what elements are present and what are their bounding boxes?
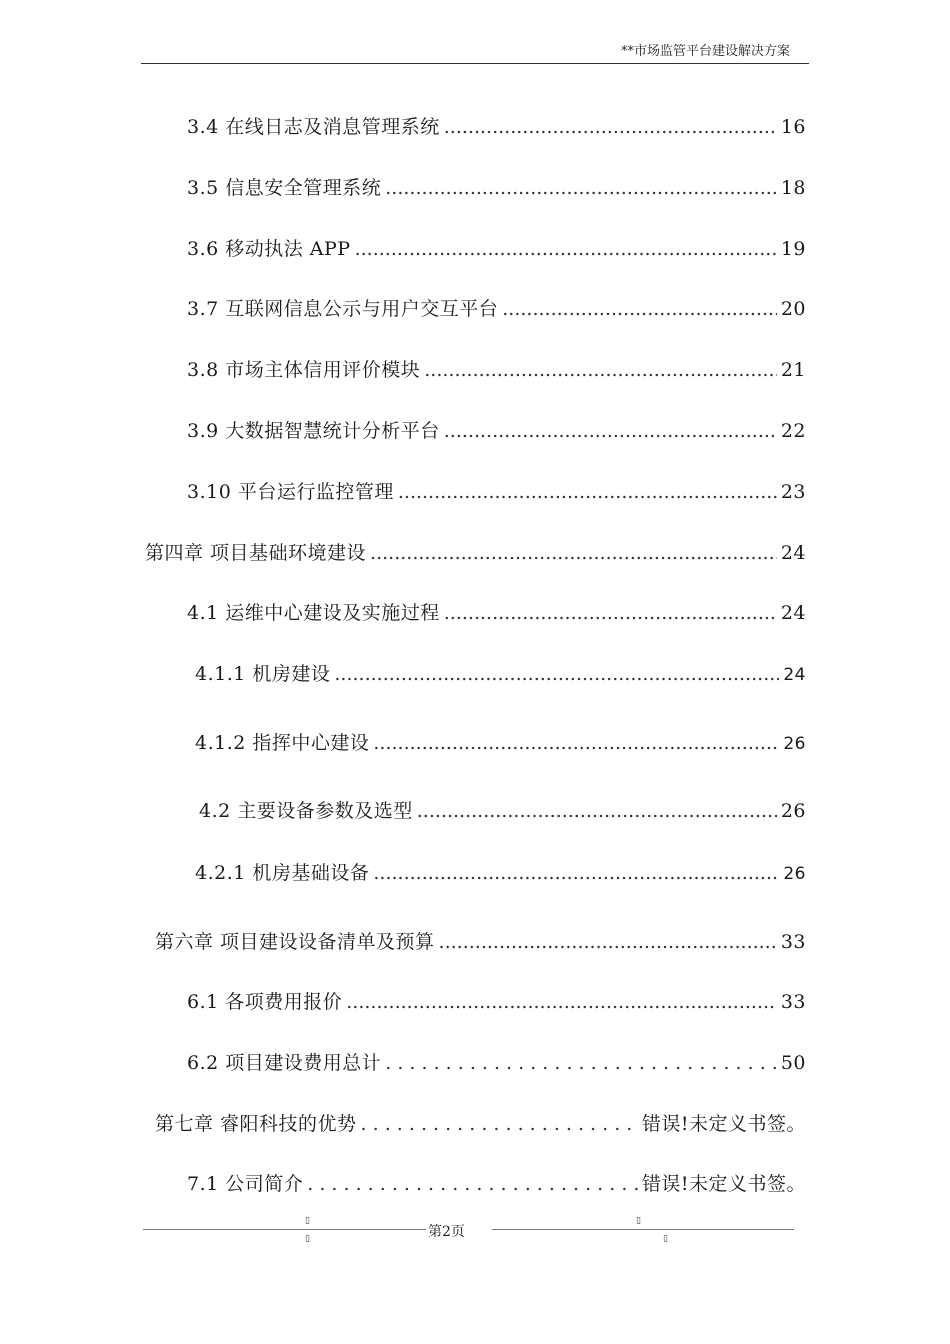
toc-entry-page: 19 [780, 238, 806, 260]
toc-entry[interactable] [187, 601, 806, 625]
toc-entry-label: 3.9 大数据智慧统计分析平台 [187, 420, 440, 442]
toc-leader-dots [424, 358, 777, 382]
toc-entry-page: 33 [780, 931, 806, 953]
toc-entry-label: 3.4 在线日志及消息管理系统 [187, 116, 440, 138]
toc-entry-label: 第六章 项目建设设备清单及预算 [155, 931, 435, 953]
toc-entry-label: 3.7 互联网信息公示与用户交互平台 [187, 298, 499, 320]
toc-leader-dots [444, 601, 777, 625]
toc-entry[interactable] [187, 176, 806, 200]
toc-entry-label: 6.2 项目建设费用总计 [187, 1052, 382, 1074]
toc-entry[interactable] [199, 799, 806, 823]
toc-entry-page: 24 [780, 602, 806, 624]
toc-leader-dots [346, 990, 777, 1014]
toc-entry-page: 26 [783, 864, 806, 884]
toc-entry-page: 21 [780, 359, 806, 381]
toc-leader-dots [417, 799, 777, 823]
toc-entry-label: 3.8 市场主体信用评价模块 [187, 359, 421, 381]
toc-entry[interactable] [187, 480, 806, 504]
toc-entry-label: 4.1.2 指挥中心建设 [195, 732, 370, 754]
toc-entry-page: 错误!未定义书签。 [641, 1173, 806, 1195]
toc-entry-label: 7.1 公司简介 [187, 1173, 304, 1195]
footer-rule-left [143, 1229, 426, 1230]
toc-leader-dots [355, 237, 777, 261]
toc-entry-page: 26 [783, 734, 806, 754]
toc-leader-dots [385, 1051, 777, 1075]
header-rule [141, 63, 809, 64]
toc-entry-label: 3.6 移动执法 APP [187, 238, 351, 260]
placeholder-glyph-icon: ▯ [636, 1216, 641, 1226]
toc-entry-page: 22 [780, 420, 806, 442]
toc-leader-dots [373, 861, 779, 885]
footer-page-number: 第2页 [428, 1224, 465, 1240]
toc-entry-label: 4.1 运维中心建设及实施过程 [187, 602, 440, 624]
toc-entry[interactable] [187, 358, 806, 382]
toc-entry[interactable] [187, 297, 806, 321]
toc-entry-label: 4.1.1 机房建设 [195, 663, 331, 685]
toc-leader-dots [370, 541, 777, 565]
toc-entry-label: 4.2.1 机房基础设备 [195, 862, 370, 884]
toc-leader-dots [361, 1112, 638, 1136]
toc-leader-dots [444, 419, 777, 443]
toc-entry[interactable] [187, 1172, 806, 1196]
toc-entry-page: 20 [780, 298, 806, 320]
toc-entry[interactable] [195, 731, 806, 756]
placeholder-glyph-icon: ▯ [663, 1234, 668, 1244]
footer-rule-right [492, 1229, 794, 1230]
toc-leader-dots [439, 930, 777, 954]
toc-entry-page: 24 [780, 542, 806, 564]
toc-entry-label: 3.10 平台运行监控管理 [187, 481, 394, 503]
toc-leader-dots [373, 731, 779, 755]
toc-leader-dots [334, 662, 779, 686]
toc-entry-label: 4.2 主要设备参数及选型 [199, 800, 413, 822]
toc-entry-page: 16 [780, 116, 806, 138]
toc-leader-dots [502, 297, 777, 321]
toc-entry-page: 26 [780, 800, 806, 822]
toc-entry[interactable] [187, 419, 806, 443]
header-title: **市场监管平台建设解决方案 [620, 44, 790, 59]
toc-leader-dots [444, 115, 777, 139]
toc-entry-page: 23 [780, 481, 806, 503]
toc-entry-label: 6.1 各项费用报价 [187, 991, 343, 1013]
toc-entry[interactable] [155, 1112, 806, 1136]
placeholder-glyph-icon: ▯ [305, 1216, 310, 1226]
toc-entry-page: 错误!未定义书签。 [641, 1113, 806, 1135]
toc-entry-page: 33 [780, 991, 806, 1013]
toc-entry[interactable] [187, 237, 806, 261]
toc-entry[interactable] [195, 662, 806, 687]
toc-entry[interactable] [155, 930, 806, 954]
toc-entry-page: 50 [780, 1052, 806, 1074]
toc-entry[interactable] [187, 1051, 806, 1075]
toc-leader-dots [385, 176, 777, 200]
toc-entry-label: 第七章 睿阳科技的优势 [155, 1113, 357, 1135]
toc-leader-dots [398, 480, 777, 504]
toc-entry[interactable] [145, 541, 806, 565]
toc-entry[interactable] [195, 861, 806, 886]
toc-entry-page: 24 [783, 665, 806, 685]
toc-entry[interactable] [187, 115, 806, 139]
toc-leader-dots [307, 1172, 638, 1196]
toc-entry-label: 第四章 项目基础环境建设 [145, 542, 367, 564]
toc-entry[interactable] [187, 990, 806, 1014]
toc-entry-label: 3.5 信息安全管理系统 [187, 177, 382, 199]
placeholder-glyph-icon: ▯ [305, 1234, 310, 1244]
toc-entry-page: 18 [780, 177, 806, 199]
